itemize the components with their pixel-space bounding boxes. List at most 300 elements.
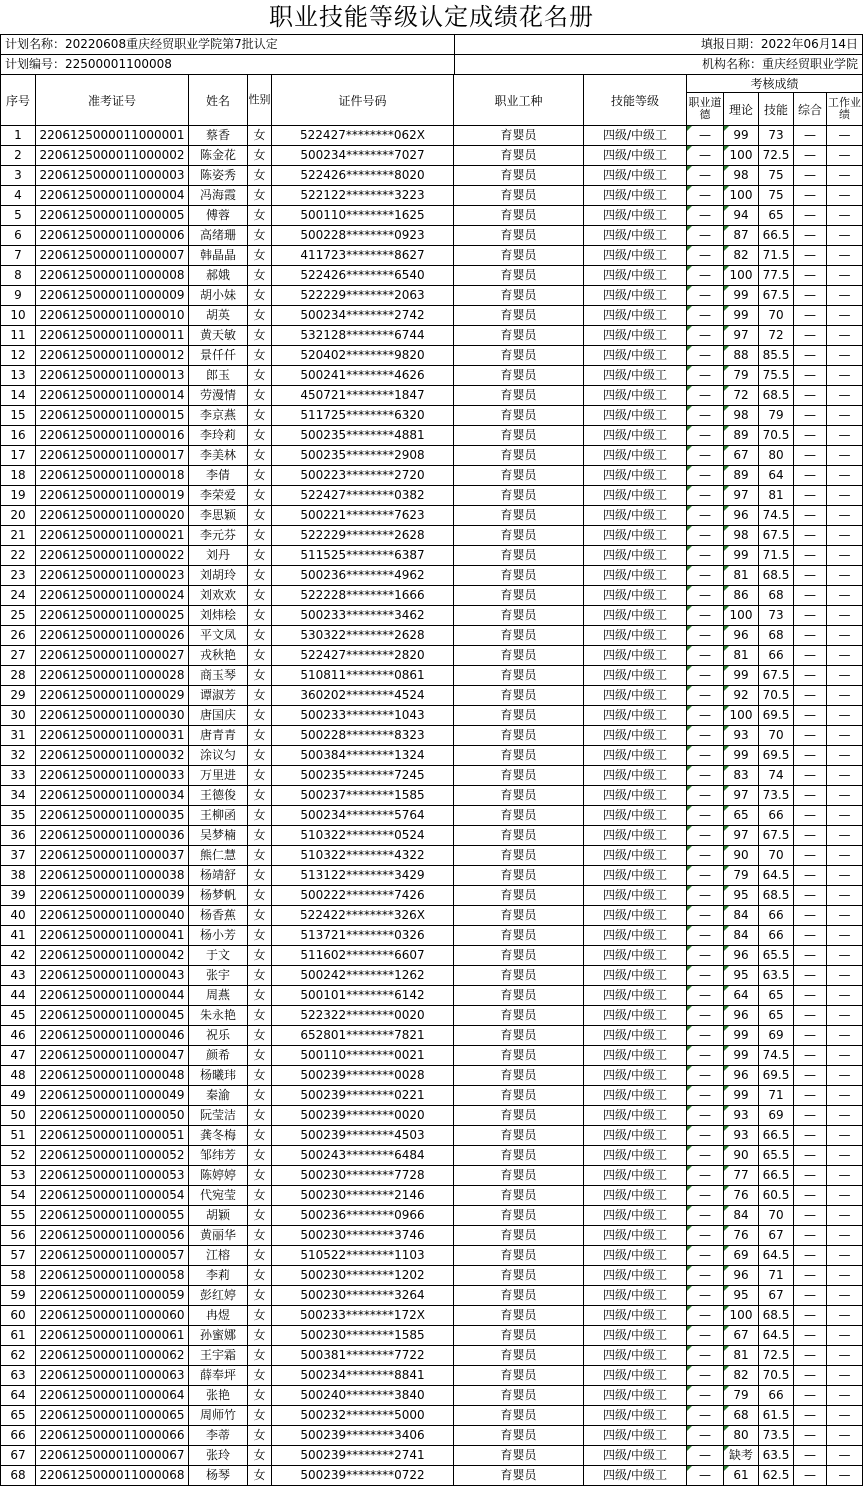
cell-skill: 66.5: [759, 226, 794, 246]
cell-seq: 42: [1, 946, 36, 966]
cell-performance: —: [827, 646, 863, 666]
cell-ethics: —: [687, 526, 724, 546]
cell-skill: 74: [759, 766, 794, 786]
cell-overall: —: [794, 906, 827, 926]
cell-id-no: 510522********1103: [272, 1246, 454, 1266]
cell-performance: —: [827, 1306, 863, 1326]
cell-performance: —: [827, 306, 863, 326]
cell-theory: 95: [724, 966, 759, 986]
cell-name: 杨小芳: [189, 926, 248, 946]
cell-performance: —: [827, 886, 863, 906]
cell-ethics: —: [687, 466, 724, 486]
cell-overall: —: [794, 486, 827, 506]
table-row: [1, 1346, 863, 1366]
cell-id-no: 522427********0382: [272, 486, 454, 506]
cell-ethics: —: [687, 1046, 724, 1066]
cell-occupation: 育婴员: [454, 626, 584, 646]
cell-skill: 67.5: [759, 286, 794, 306]
cell-name: 颜希: [189, 1046, 248, 1066]
cell-id-no: 510811********0861: [272, 666, 454, 686]
cell-gender: 女: [248, 206, 272, 226]
cell-name: 熊仁慧: [189, 846, 248, 866]
cell-theory: 98: [724, 166, 759, 186]
cell-performance: —: [827, 286, 863, 306]
table-row: [1, 486, 863, 506]
cell-theory: 99: [724, 746, 759, 766]
cell-performance: —: [827, 406, 863, 426]
cell-overall: —: [794, 1246, 827, 1266]
cell-seq: 54: [1, 1186, 36, 1206]
cell-name: 李倩: [189, 466, 248, 486]
cell-performance: —: [827, 1206, 863, 1226]
cell-gender: 女: [248, 406, 272, 426]
cell-name: 龚冬梅: [189, 1126, 248, 1146]
cell-performance: —: [827, 186, 863, 206]
cell-ethics: —: [687, 286, 724, 306]
cell-gender: 女: [248, 186, 272, 206]
cell-theory: 97: [724, 826, 759, 846]
table-row: [1, 946, 863, 966]
cell-exam-no: 2206125000011000024: [36, 586, 189, 606]
cell-exam-no: 2206125000011000031: [36, 726, 189, 746]
cell-name: 祝乐: [189, 1026, 248, 1046]
cell-ethics: —: [687, 1106, 724, 1126]
cell-occupation: 育婴员: [454, 246, 584, 266]
cell-occupation: 育婴员: [454, 666, 584, 686]
cell-id-no: 500236********4962: [272, 566, 454, 586]
cell-exam-no: 2206125000011000003: [36, 166, 189, 186]
cell-occupation: 育婴员: [454, 546, 584, 566]
cell-occupation: 育婴员: [454, 1226, 584, 1246]
cell-performance: —: [827, 1186, 863, 1206]
cell-gender: 女: [248, 1066, 272, 1086]
cell-skill: 70.5: [759, 426, 794, 446]
cell-skill: 65.5: [759, 946, 794, 966]
cell-id-no: 500223********2720: [272, 466, 454, 486]
cell-skill: 72.5: [759, 146, 794, 166]
table-row: [1, 306, 863, 326]
cell-level: 四级/中级工: [584, 506, 687, 526]
cell-gender: 女: [248, 646, 272, 666]
cell-occupation: 育婴员: [454, 866, 584, 886]
cell-id-no: 500234********8841: [272, 1366, 454, 1386]
cell-theory: 84: [724, 926, 759, 946]
header-level: 技能等级: [584, 75, 687, 126]
cell-gender: 女: [248, 1206, 272, 1226]
cell-theory: 77: [724, 1166, 759, 1186]
cell-level: 四级/中级工: [584, 1146, 687, 1166]
cell-id-no: 500230********1202: [272, 1266, 454, 1286]
cell-exam-no: 2206125000011000029: [36, 686, 189, 706]
cell-occupation: 育婴员: [454, 1366, 584, 1386]
cell-level: 四级/中级工: [584, 706, 687, 726]
cell-name: 陈金花: [189, 146, 248, 166]
table-row: [1, 1366, 863, 1386]
cell-level: 四级/中级工: [584, 466, 687, 486]
cell-overall: —: [794, 226, 827, 246]
cell-seq: 2: [1, 146, 36, 166]
cell-name: 陈婷婷: [189, 1166, 248, 1186]
cell-ethics: —: [687, 266, 724, 286]
cell-skill: 60.5: [759, 1186, 794, 1206]
cell-ethics: —: [687, 326, 724, 346]
cell-performance: —: [827, 426, 863, 446]
cell-id-no: 511525********6387: [272, 546, 454, 566]
cell-performance: —: [827, 546, 863, 566]
cell-theory: 82: [724, 246, 759, 266]
cell-name: 李京燕: [189, 406, 248, 426]
cell-theory: 92: [724, 686, 759, 706]
cell-performance: —: [827, 1326, 863, 1346]
cell-name: 刘炜桧: [189, 606, 248, 626]
cell-level: 四级/中级工: [584, 1206, 687, 1226]
cell-theory: 100: [724, 266, 759, 286]
cell-id-no: 500241********4626: [272, 366, 454, 386]
cell-gender: 女: [248, 686, 272, 706]
cell-overall: —: [794, 506, 827, 526]
cell-performance: —: [827, 346, 863, 366]
cell-exam-no: 2206125000011000063: [36, 1366, 189, 1386]
cell-level: 四级/中级工: [584, 566, 687, 586]
cell-ethics: —: [687, 726, 724, 746]
cell-id-no: 500240********3840: [272, 1386, 454, 1406]
cell-skill: 61.5: [759, 1406, 794, 1426]
cell-gender: 女: [248, 526, 272, 546]
cell-ethics: —: [687, 606, 724, 626]
cell-occupation: 育婴员: [454, 446, 584, 466]
cell-exam-no: 2206125000011000065: [36, 1406, 189, 1426]
cell-ethics: —: [687, 586, 724, 606]
cell-name: 刘胡玲: [189, 566, 248, 586]
cell-theory: 84: [724, 1206, 759, 1226]
cell-occupation: 育婴员: [454, 846, 584, 866]
cell-overall: —: [794, 1466, 827, 1486]
cell-theory: 68: [724, 1406, 759, 1426]
cell-name: 唐国庆: [189, 706, 248, 726]
cell-seq: 21: [1, 526, 36, 546]
cell-gender: 女: [248, 226, 272, 246]
cell-theory: 100: [724, 706, 759, 726]
cell-skill: 67.5: [759, 826, 794, 846]
cell-ethics: —: [687, 1466, 724, 1486]
cell-overall: —: [794, 1266, 827, 1286]
cell-level: 四级/中级工: [584, 146, 687, 166]
cell-ethics: —: [687, 1306, 724, 1326]
cell-performance: —: [827, 1086, 863, 1106]
cell-ethics: —: [687, 826, 724, 846]
cell-seq: 26: [1, 626, 36, 646]
cell-exam-no: 2206125000011000033: [36, 766, 189, 786]
cell-theory: 96: [724, 1006, 759, 1026]
cell-seq: 7: [1, 246, 36, 266]
cell-skill: 64.5: [759, 1246, 794, 1266]
cell-level: 四级/中级工: [584, 786, 687, 806]
cell-ethics: —: [687, 1166, 724, 1186]
cell-skill: 67: [759, 1226, 794, 1246]
cell-exam-no: 2206125000011000028: [36, 666, 189, 686]
cell-gender: 女: [248, 806, 272, 826]
cell-level: 四级/中级工: [584, 686, 687, 706]
cell-occupation: 育婴员: [454, 346, 584, 366]
cell-id-no: 500230********2146: [272, 1186, 454, 1206]
cell-overall: —: [794, 126, 827, 146]
cell-level: 四级/中级工: [584, 966, 687, 986]
table-row: [1, 826, 863, 846]
cell-seq: 3: [1, 166, 36, 186]
cell-occupation: 育婴员: [454, 386, 584, 406]
cell-theory: 69: [724, 1246, 759, 1266]
cell-id-no: 500237********1585: [272, 786, 454, 806]
cell-level: 四级/中级工: [584, 926, 687, 946]
cell-occupation: 育婴员: [454, 526, 584, 546]
cell-skill: 73: [759, 126, 794, 146]
cell-overall: —: [794, 306, 827, 326]
cell-occupation: 育婴员: [454, 1046, 584, 1066]
cell-overall: —: [794, 926, 827, 946]
cell-performance: —: [827, 1006, 863, 1026]
cell-occupation: 育婴员: [454, 826, 584, 846]
cell-gender: 女: [248, 666, 272, 686]
cell-id-no: 500239********0020: [272, 1106, 454, 1126]
cell-gender: 女: [248, 946, 272, 966]
cell-occupation: 育婴员: [454, 706, 584, 726]
cell-performance: —: [827, 1266, 863, 1286]
cell-ethics: —: [687, 1366, 724, 1386]
cell-level: 四级/中级工: [584, 806, 687, 826]
cell-seq: 49: [1, 1086, 36, 1106]
cell-occupation: 育婴员: [454, 746, 584, 766]
cell-gender: 女: [248, 1286, 272, 1306]
cell-level: 四级/中级工: [584, 886, 687, 906]
cell-seq: 33: [1, 766, 36, 786]
cell-seq: 19: [1, 486, 36, 506]
cell-exam-no: 2206125000011000066: [36, 1426, 189, 1446]
cell-level: 四级/中级工: [584, 666, 687, 686]
cell-exam-no: 2206125000011000005: [36, 206, 189, 226]
cell-exam-no: 2206125000011000060: [36, 1306, 189, 1326]
cell-seq: 50: [1, 1106, 36, 1126]
cell-ethics: —: [687, 986, 724, 1006]
cell-performance: —: [827, 926, 863, 946]
cell-level: 四级/中级工: [584, 1246, 687, 1266]
cell-name: 代宛莹: [189, 1186, 248, 1206]
cell-id-no: 522229********2063: [272, 286, 454, 306]
cell-id-no: 510322********0524: [272, 826, 454, 846]
cell-ethics: —: [687, 146, 724, 166]
cell-seq: 24: [1, 586, 36, 606]
cell-skill: 75: [759, 166, 794, 186]
cell-occupation: 育婴员: [454, 1286, 584, 1306]
cell-id-no: 500239********0221: [272, 1086, 454, 1106]
cell-gender: 女: [248, 746, 272, 766]
cell-level: 四级/中级工: [584, 386, 687, 406]
cell-seq: 4: [1, 186, 36, 206]
cell-exam-no: 2206125000011000039: [36, 886, 189, 906]
cell-ethics: —: [687, 486, 724, 506]
cell-occupation: 育婴员: [454, 126, 584, 146]
cell-gender: 女: [248, 366, 272, 386]
cell-occupation: 育婴员: [454, 686, 584, 706]
cell-level: 四级/中级工: [584, 1306, 687, 1326]
cell-overall: —: [794, 646, 827, 666]
cell-occupation: 育婴员: [454, 206, 584, 226]
cell-seq: 55: [1, 1206, 36, 1226]
cell-performance: —: [827, 666, 863, 686]
cell-exam-no: 2206125000011000016: [36, 426, 189, 446]
cell-theory: 96: [724, 506, 759, 526]
cell-overall: —: [794, 786, 827, 806]
cell-name: 刘欢欢: [189, 586, 248, 606]
cell-skill: 65: [759, 206, 794, 226]
cell-name: 杨琴: [189, 1466, 248, 1486]
cell-seq: 30: [1, 706, 36, 726]
cell-theory: 89: [724, 426, 759, 446]
cell-name: 王宇霜: [189, 1346, 248, 1366]
table-row: [1, 626, 863, 646]
cell-seq: 12: [1, 346, 36, 366]
cell-ethics: —: [687, 226, 724, 246]
cell-performance: —: [827, 166, 863, 186]
cell-seq: 40: [1, 906, 36, 926]
cell-ethics: —: [687, 306, 724, 326]
cell-name: 王柳函: [189, 806, 248, 826]
fill-date: 填报日期：2022年06月14日: [700, 37, 858, 51]
cell-skill: 66: [759, 926, 794, 946]
table-row: [1, 506, 863, 526]
cell-gender: 女: [248, 1126, 272, 1146]
cell-id-no: 511725********6320: [272, 406, 454, 426]
cell-overall: —: [794, 966, 827, 986]
cell-theory: 100: [724, 186, 759, 206]
cell-occupation: 育婴员: [454, 906, 584, 926]
cell-id-no: 360202********4524: [272, 686, 454, 706]
cell-occupation: 育婴员: [454, 1086, 584, 1106]
cell-overall: —: [794, 626, 827, 646]
cell-seq: 48: [1, 1066, 36, 1086]
cell-skill: 72.5: [759, 1346, 794, 1366]
cell-skill: 68.5: [759, 386, 794, 406]
cell-theory: 99: [724, 1086, 759, 1106]
header-ethics: 职业道德: [687, 93, 724, 126]
cell-overall: —: [794, 766, 827, 786]
cell-exam-no: 2206125000011000040: [36, 906, 189, 926]
cell-gender: 女: [248, 1146, 272, 1166]
cell-overall: —: [794, 1226, 827, 1246]
cell-ethics: —: [687, 1346, 724, 1366]
cell-overall: —: [794, 1186, 827, 1206]
table-row: [1, 566, 863, 586]
cell-skill: 69.5: [759, 746, 794, 766]
cell-theory: 80: [724, 1426, 759, 1446]
cell-skill: 69: [759, 1106, 794, 1126]
cell-gender: 女: [248, 1366, 272, 1386]
cell-name: 傅蓉: [189, 206, 248, 226]
cell-skill: 64: [759, 466, 794, 486]
table-row: [1, 1386, 863, 1406]
cell-exam-no: 2206125000011000009: [36, 286, 189, 306]
cell-occupation: 育婴员: [454, 1346, 584, 1366]
cell-level: 四级/中级工: [584, 766, 687, 786]
table-row: [1, 766, 863, 786]
cell-skill: 63.5: [759, 966, 794, 986]
cell-level: 四级/中级工: [584, 846, 687, 866]
cell-seq: 9: [1, 286, 36, 306]
cell-name: 吴梦楠: [189, 826, 248, 846]
cell-seq: 13: [1, 366, 36, 386]
cell-overall: —: [794, 366, 827, 386]
cell-name: 张宇: [189, 966, 248, 986]
cell-ethics: —: [687, 1006, 724, 1026]
cell-seq: 34: [1, 786, 36, 806]
cell-id-no: 520402********9820: [272, 346, 454, 366]
cell-id-no: 411723********8627: [272, 246, 454, 266]
table-row: [1, 206, 863, 226]
table-row: [1, 1106, 863, 1126]
table-row: [1, 1146, 863, 1166]
cell-id-no: 450721********1847: [272, 386, 454, 406]
cell-name: 周燕: [189, 986, 248, 1006]
cell-overall: —: [794, 1106, 827, 1126]
cell-occupation: 育婴员: [454, 966, 584, 986]
cell-id-no: 652801********7821: [272, 1026, 454, 1046]
cell-id-no: 522426********6540: [272, 266, 454, 286]
table-row: [1, 1226, 863, 1246]
cell-overall: —: [794, 986, 827, 1006]
cell-theory: 96: [724, 946, 759, 966]
cell-exam-no: 2206125000011000061: [36, 1326, 189, 1346]
cell-ethics: —: [687, 186, 724, 206]
cell-level: 四级/中级工: [584, 406, 687, 426]
table-row: [1, 706, 863, 726]
cell-name: 胡颖: [189, 1206, 248, 1226]
cell-overall: —: [794, 546, 827, 566]
cell-theory: 64: [724, 986, 759, 1006]
table-row: [1, 1266, 863, 1286]
cell-ethics: —: [687, 1286, 724, 1306]
cell-occupation: 育婴员: [454, 1446, 584, 1466]
cell-id-no: 500239********3406: [272, 1426, 454, 1446]
table-row: [1, 546, 863, 566]
cell-skill: 69.5: [759, 1066, 794, 1086]
cell-exam-no: 2206125000011000042: [36, 946, 189, 966]
cell-id-no: 500228********0923: [272, 226, 454, 246]
cell-gender: 女: [248, 266, 272, 286]
cell-gender: 女: [248, 1306, 272, 1326]
cell-theory: 97: [724, 486, 759, 506]
cell-gender: 女: [248, 326, 272, 346]
cell-occupation: 育婴员: [454, 406, 584, 426]
cell-id-no: 500230********1585: [272, 1326, 454, 1346]
cell-name: 刘丹: [189, 546, 248, 566]
cell-occupation: 育婴员: [454, 566, 584, 586]
cell-ethics: —: [687, 1026, 724, 1046]
cell-theory: 72: [724, 386, 759, 406]
cell-skill: 72: [759, 326, 794, 346]
cell-performance: —: [827, 1246, 863, 1266]
cell-gender: 女: [248, 846, 272, 866]
cell-ethics: —: [687, 1206, 724, 1226]
cell-exam-no: 2206125000011000014: [36, 386, 189, 406]
cell-id-no: 513122********3429: [272, 866, 454, 886]
cell-seq: 20: [1, 506, 36, 526]
cell-theory: 90: [724, 846, 759, 866]
cell-occupation: 育婴员: [454, 806, 584, 826]
cell-exam-no: 2206125000011000051: [36, 1126, 189, 1146]
cell-performance: —: [827, 366, 863, 386]
cell-skill: 80: [759, 446, 794, 466]
header-theory: 理论: [724, 93, 759, 126]
cell-ethics: —: [687, 546, 724, 566]
